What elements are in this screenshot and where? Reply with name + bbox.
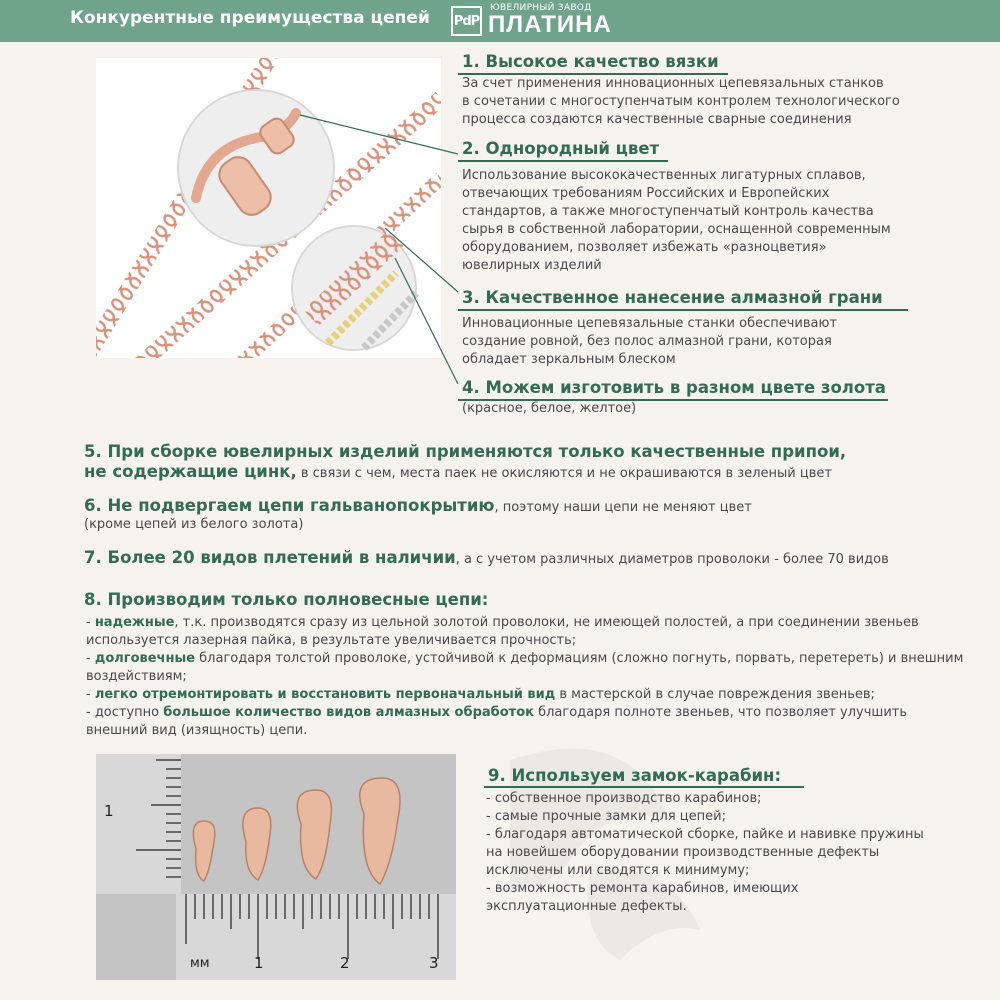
text-line: Инновационные цепевязальные станки обеспечивают	[462, 316, 838, 331]
point-6-title	[84, 496, 752, 515]
list-item	[86, 614, 966, 650]
point-5-title: 5. При сборке ювелирных изделий применяются только качественные припои,	[84, 442, 847, 461]
list-item	[86, 650, 966, 686]
point-5-bold: не содержащие цинк,	[84, 462, 297, 481]
point-9-title: 9. Используем замок-карабин:	[488, 766, 782, 785]
ruler-unit: мм	[190, 956, 210, 971]
point-7-tail: , а с учетом различных диаметров проволоки - более 70 видов	[455, 552, 889, 567]
ruler-label-2: 2	[340, 954, 350, 972]
list-item: - возможность ремонта карабинов, имеющих эксплуатационные дефекты.	[486, 881, 799, 914]
point-6-tail: , поэтому наши цепи не меняют цвет	[494, 500, 752, 515]
text-line: процесса создаются качественные сварные соединения	[462, 112, 852, 127]
text-line: отвечающих требованиям Российских и Европейских	[462, 186, 830, 201]
text-line: За счет применения инновационных цепевязальных станков	[462, 76, 884, 91]
ruler-label-3: 3	[429, 954, 439, 972]
item-bold: надежные	[94, 615, 175, 630]
text-line: (красное, белое, желтое)	[462, 401, 637, 416]
item-prefix: -	[86, 687, 95, 702]
platina-logo-icon: PdP	[451, 6, 482, 36]
item-bold: легко отремонтировать и восстановить первоначальный вид	[94, 687, 556, 702]
item-text: , т.к. производятся сразу из цельной золотой проволоки, не имеющей полостей, а при соединении звеньев используется лазерная пайка, в результате увеличивается прочность;	[86, 615, 919, 648]
item-text: в мастерской в случае повреждения звеньев;	[555, 687, 875, 702]
point-5-line2	[84, 462, 832, 481]
point-9-rule	[484, 786, 804, 788]
point-6-line2: (кроме цепей из белого золота)	[84, 517, 304, 532]
text-line: оборудованием, позволяет избежать «разноцветия»	[462, 240, 827, 255]
feature-4-text	[462, 400, 636, 418]
ruler-left-tick: 1	[104, 802, 114, 820]
item-bold: долговечные	[94, 651, 196, 666]
page-title: Конкурентные преимущества цепей	[70, 8, 430, 28]
point-7-bold: 7. Более 20 видов плетений в наличии	[84, 548, 456, 567]
logo-subtitle: ЮВЕЛИРНЫЙ ЗАВОД	[490, 3, 592, 13]
item-prefix: -	[86, 615, 95, 630]
text-line: стандартов, а также многоступенчатый контроль качества	[462, 204, 874, 219]
logo-name: ПЛАТИНА	[488, 11, 612, 38]
feature-2-rule	[458, 160, 668, 162]
feature-1-text	[462, 75, 900, 129]
item-bold: большое количество видов алмазных обработок	[163, 705, 534, 720]
point-8-title: 8. Производим только полновесные цепи:	[84, 590, 489, 609]
point-6-bold: 6. Не подвергаем цепи гальванопокрытию	[84, 496, 495, 515]
item-text: благодаря толстой проволоке, устойчивой к деформациям (сложно погнуть, порвать, перетереть) и внешним воздействиям;	[86, 651, 964, 684]
text-line: ювелирных изделий	[462, 258, 602, 273]
feature-2-text	[462, 167, 891, 275]
ruler-label-1: 1	[254, 954, 264, 972]
feature-3-text	[462, 315, 837, 369]
text-line: в сочетании с многоступенчатым контролем технологического	[462, 94, 900, 109]
point-9-list	[486, 790, 926, 916]
clasp-ruler-photo	[96, 754, 456, 980]
text-line: Использование высококачественных лигатурных сплавов,	[462, 168, 866, 183]
feature-4-title: 4. Можем изготовить в разном цвете золота	[462, 378, 886, 397]
list-item: - самые прочные замки для цепей;	[486, 809, 726, 824]
text-line: обладает зеркальным блеском	[462, 352, 676, 367]
feature-1-title: 1. Высокое качество вязки	[462, 52, 719, 71]
feature-2-title: 2. Однородный цвет	[462, 139, 660, 158]
point-5-tail: в связи с чем, места паек не окисляются и не окрашиваются в зеленый цвет	[296, 466, 832, 481]
point-7-title	[84, 548, 889, 567]
feature-3-title: 3. Качественное нанесение алмазной грани	[462, 288, 883, 307]
text-line: сырья в собственной лаборатории, оснащенной современным	[462, 222, 891, 237]
list-item	[86, 686, 966, 704]
item-prefix: -	[86, 651, 95, 666]
item-prefix: - доступно	[86, 705, 164, 720]
feature-3-rule	[458, 309, 908, 311]
item-text: благодаря полноте звеньев, что позволяет улучшить внешний вид (изящность) цепи.	[86, 705, 908, 738]
list-item: - собственное производство карабинов;	[486, 791, 762, 806]
list-item: - благодаря автоматической сборке, пайке и навивке пружины на новейшем оборудовании производственные дефекты исключены или сводятся к минимуму;	[486, 827, 924, 878]
text-line: создание ровной, без полос алмазной грани, которая	[462, 334, 832, 349]
